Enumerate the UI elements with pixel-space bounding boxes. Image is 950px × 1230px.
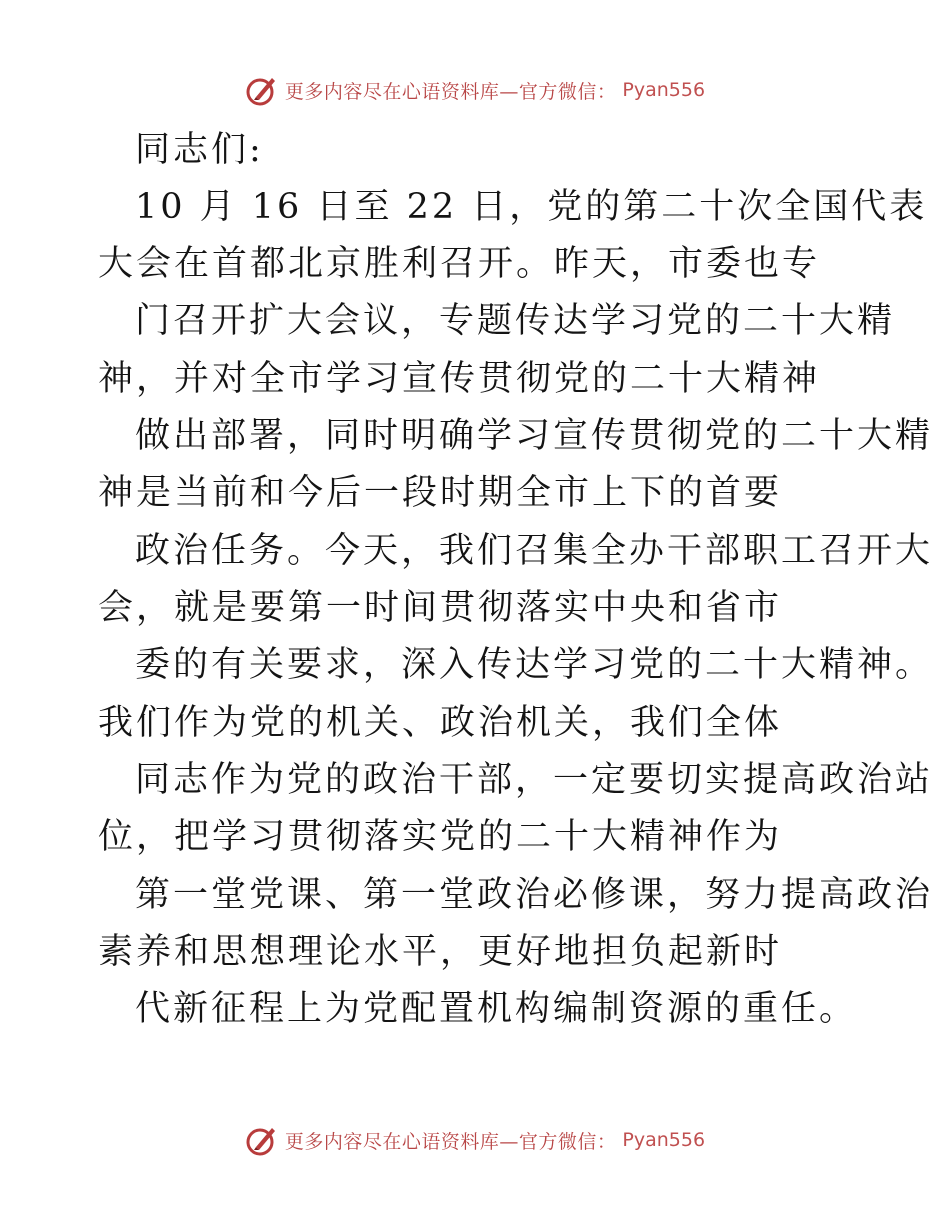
text-line: 第一堂党课、第一堂政治必修课，努力提高政治 (135, 875, 934, 915)
text-line: 做出部署，同时明确学习宣传贯彻党的二十大精 (135, 416, 934, 456)
text-line: 会，就是要第一时间贯彻落实中央和省市 (98, 588, 783, 628)
footer-watermark (0, 1120, 950, 1160)
text-line: 素养和思想理论水平，更好地担负起新时 (98, 932, 783, 972)
watermark-wechat-id: Pyan556 (622, 79, 706, 101)
text-line: 门召开扩大会议，专题传达学习党的二十大精 (135, 301, 896, 341)
text-line: 代新征程上为党配置机构编制资源的重任。 (135, 989, 858, 1029)
text-line: 大会在首都北京胜利召开。昨天，市委也专 (98, 244, 821, 284)
text-line: 位，把学习贯彻落实党的二十大精神作为 (98, 817, 783, 857)
text-line: 同志们: (135, 130, 264, 170)
text-line: 政治任务。今天，我们召集全办干部职工召开大 (135, 531, 934, 571)
text-line: 同志作为党的政治干部，一定要切实提高政治站 (135, 760, 934, 800)
quill-logo-icon (245, 1123, 279, 1157)
watermark-wechat-id: Pyan556 (622, 1129, 706, 1151)
text-line: 神是当前和今后一段时期全市上下的首要 (98, 473, 783, 513)
watermark-text: 更多内容尽在心语资料库—官方微信： (284, 1130, 617, 1153)
text-line: 10 月 16 日至 22 日，党的第二十次全国代表 (135, 187, 928, 227)
text-line: 神，并对全市学习宣传贯彻党的二十大精神 (98, 359, 821, 399)
watermark-text: 更多内容尽在心语资料库—官方微信： (284, 80, 617, 103)
text-line: 我们作为党的机关、政治机关，我们全体 (98, 703, 783, 743)
text-line: 委的有关要求，深入传达学习党的二十大精神。 (135, 645, 934, 685)
header-watermark (0, 70, 950, 110)
quill-logo-icon (245, 73, 279, 107)
